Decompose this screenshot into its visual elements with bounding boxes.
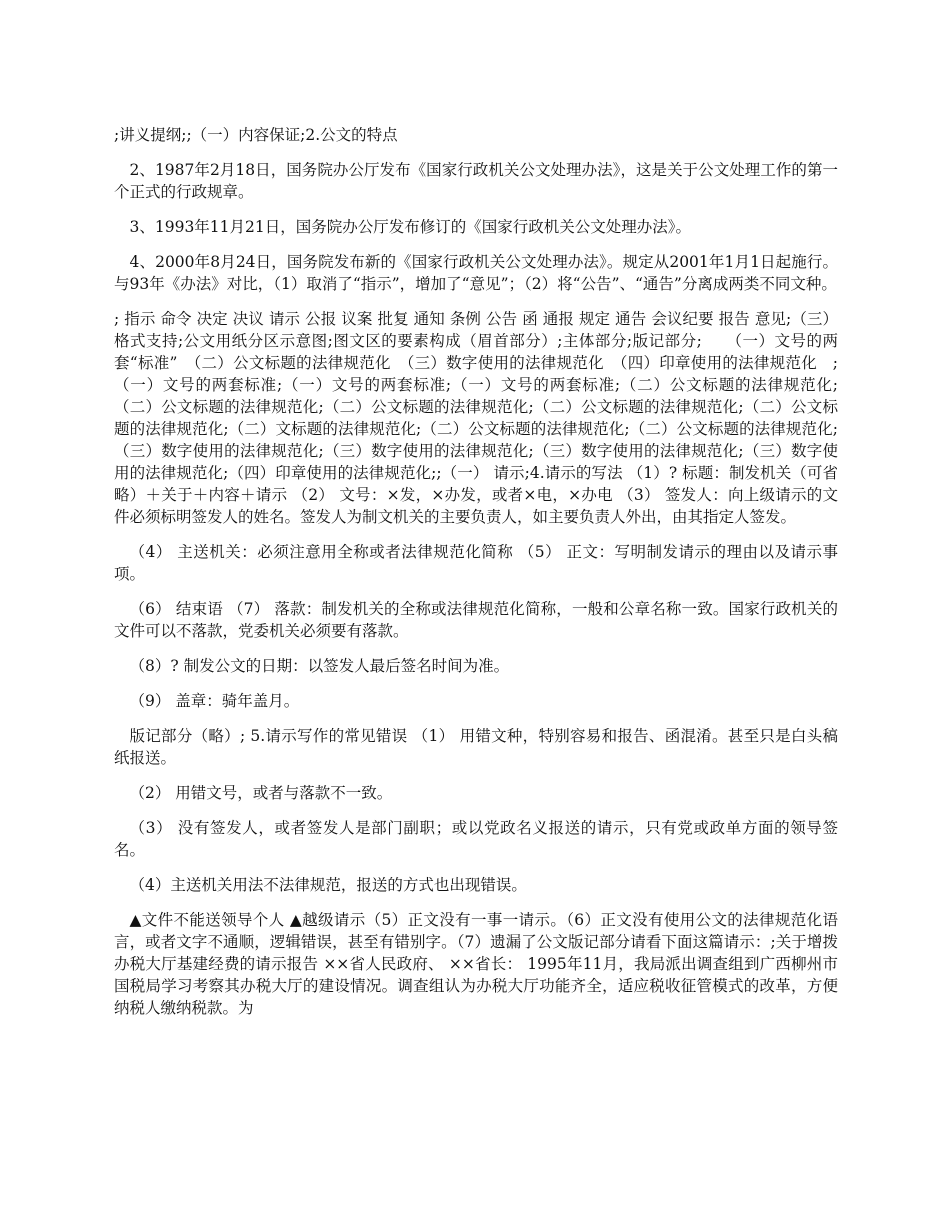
paragraph-1993: 3、1993年11月21日，国务院办公厅发布修订的《国家行政机关公文处理办法》。 — [129, 218, 692, 236]
paragraph-error-2: （2） 用错文号，或者与落款不一致。 — [129, 784, 393, 802]
paragraph-error-3: （3） 没有签发人，或者签发人是部门副职；或以党政名义报送的请示，只有党或政单方面的领导签名。 — [114, 819, 838, 859]
paragraph-seal: （9） 盖章：骑年盖月。 — [129, 692, 300, 710]
paragraph-example: ▲文件不能送领导个人 ▲越级请示（5）正文没有一事一请示。（6）正文没有使用公文的法律规范化语言，或者文字不通顺，逻辑错误，甚至有错别字。（7）遗漏了公文版记部分请看下面这篇请示：;关于增拨办税大厅基建经费的请示报告 ××省人民政府、 ××省长： 1995年11月，我局派出调查组到广西柳州市国税局学习考察其办税大厅的建设情况。调查组认为办税大厅功能齐全，适应税收征管模式的改革，方便纳税人缴纳税款。为 — [114, 911, 838, 1017]
paragraph-date: （8）? 制发公文的日期：以签发人最后签名时间为准。 — [129, 657, 510, 675]
paragraph-2000: 4、2000年8月24日，国务院发布新的《国家行政机关公文处理办法》。规定从2001年1月1日起施行。与93年《办法》对比，（1）取消了“指示”，增加了“意见”；（2）将“公告”、“通告”分离成两类不同文种。 — [114, 253, 838, 293]
paragraph-common-errors: 版记部分（略）; 5.请示写作的常见错误 （1） 用错文种，特别容易和报告、函混淆。甚至只是白头稿纸报送。 — [114, 727, 838, 767]
paragraph-closing: （6） 结束语 （7） 落款：制发机关的全称或法律规范化简称，一般和公章名称一致。国家行政机关的文件可以不落款，党委机关必须要有落款。 — [114, 600, 838, 640]
paragraph-document-types: ; 指示 命令 决定 决议 请示 公报 议案 批复 通知 条例 公告 函 通报 规定 通告 会议纪要 报告 意见;（三）格式支持;公文用纸分区示意图;图文区的要素构成（眉首部分）;主体部分;版记部分; （一）文号的两套“标准” （二）公文标题的法律规范化 （三）数字使用的法律规范化 （四）印章使用的法律规范化 ;（一）文号的两套标准;（一）文号的两套标准;（一）文号的两套标准;（二）公文标题的法律规范化;（二）公文标题的法律规范化;（二）公文标题的法律规范化;（二）公文标题的法律规范化;（二）公文标题的法律规范化;（二）文标题的法律规范化;（二）公文标题的法律规范化;（二）公文标题的法律规范化;（三）数字使用的法律规范化;（三）数字使用的法律规范化;（三）数字使用的法律规范化;（三）数字使用的法律规范化;（四）印章使用的法律规范化;;（一） 请示;4.请示的写法 （1）? 标题：制发机关（可省略）＋关于＋内容＋请示 （2） 文号：×发，×办发，或者×电，×办电 （3） 签发人：向上级请示的文件必须标明签发人的姓名。签发人为制文机关的主要负责人，如主要负责人外出，由其指定人签发。 — [114, 310, 838, 526]
document-body — [114, 124, 838, 1032]
paragraph-error-4: （4）主送机关用法不法律规范，报送的方式也出现错误。 — [129, 876, 527, 894]
paragraph-1987: 2、1987年2月18日，国务院办公厅发布《国家行政机关公文处理办法》，这是关于公文处理工作的第一个正式的行政规章。 — [114, 161, 838, 201]
paragraph-outline: ;讲义提纲;;（一）内容保证;2.公文的特点 — [114, 126, 398, 144]
paragraph-recipient: （4） 主送机关：必须注意用全称或者法律规范化简称 （5） 正文：写明制发请示的理由以及请示事项。 — [114, 543, 838, 583]
